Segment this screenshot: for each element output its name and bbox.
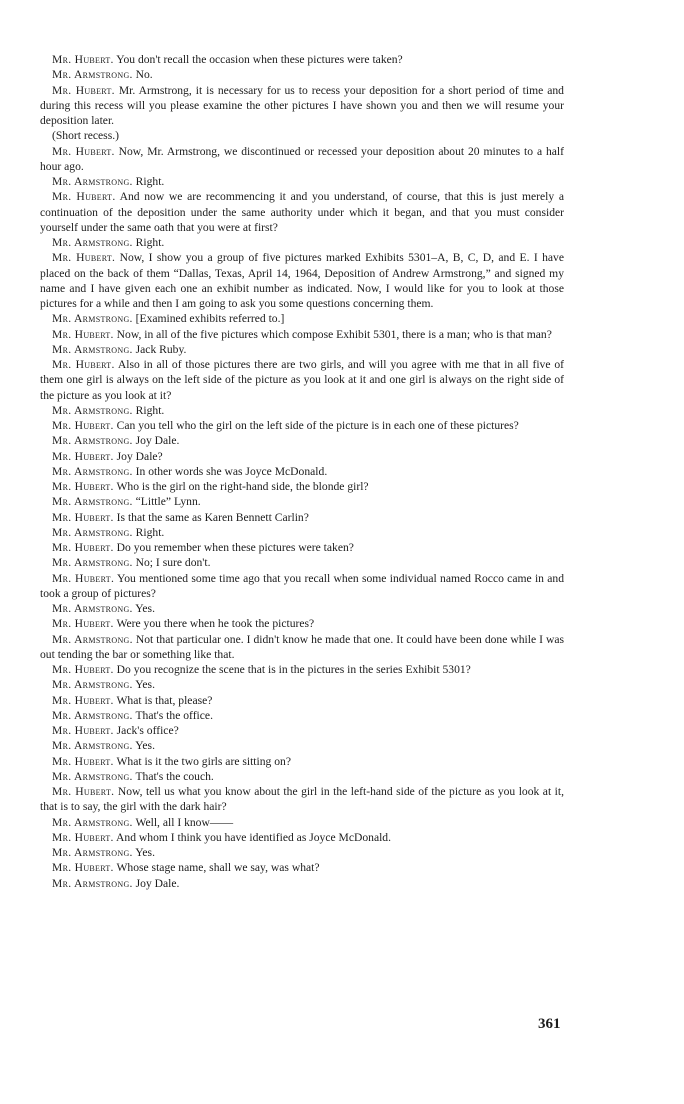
speaker-label: Mr. Hubert.	[52, 541, 114, 554]
speaker-label: Mr. Hubert.	[52, 449, 114, 463]
transcript-paragraph	[40, 327, 564, 342]
speech-text: What is that, please?	[116, 693, 213, 707]
speaker-label: Mr. Hubert.	[52, 663, 114, 676]
speech-text: That's the couch.	[135, 769, 214, 783]
speaker-label: Mr. Hubert.	[52, 144, 115, 158]
speech-text: Yes.	[135, 739, 155, 753]
transcript-body	[40, 52, 564, 891]
speaker-label: Mr. Armstrong.	[52, 464, 133, 478]
transcript-paragraph	[40, 128, 564, 143]
speech-text: Now, tell us what you know about the girl in the left-hand side of the picture as you look at it, that is to say, the girl with the dark hair?	[40, 785, 564, 814]
transcript-paragraph	[40, 677, 564, 692]
speaker-label: Mr. Hubert.	[52, 754, 114, 768]
transcript-paragraph	[40, 876, 564, 891]
transcript-paragraph	[40, 189, 564, 235]
page-number: 361	[538, 1016, 561, 1032]
speaker-label: Mr. Hubert.	[52, 480, 114, 493]
transcript-paragraph	[40, 83, 564, 129]
speaker-label: Mr. Armstrong.	[52, 236, 133, 249]
speaker-label: Mr. Hubert.	[52, 53, 114, 66]
transcript-paragraph	[40, 342, 564, 357]
speech-text: You mentioned some time ago that you recall when some individual named Rocco came in and took a group of pictures?	[40, 571, 565, 600]
speaker-label: Mr. Armstrong.	[52, 434, 133, 448]
speech-text: Who is the girl on the right-hand side, the blonde girl?	[116, 480, 369, 493]
speaker-label: Mr. Armstrong.	[52, 815, 133, 829]
transcript-paragraph	[40, 235, 564, 250]
transcript-paragraph	[40, 433, 564, 448]
speech-text: Yes.	[135, 602, 155, 615]
speaker-label: Mr. Hubert.	[52, 724, 114, 737]
speaker-label: Mr. Hubert.	[52, 83, 115, 97]
speaker-label: Mr. Hubert.	[52, 617, 114, 631]
transcript-paragraph	[40, 662, 564, 677]
transcript-paragraph	[40, 174, 564, 189]
speaker-label: Mr. Armstrong.	[52, 312, 133, 326]
speaker-label: Mr. Armstrong.	[52, 769, 133, 783]
speech-text: “Little” Lynn.	[135, 495, 201, 509]
speaker-label: Mr. Armstrong.	[52, 846, 133, 859]
speaker-label: Mr. Armstrong.	[52, 678, 133, 692]
transcript-paragraph	[40, 311, 564, 326]
speech-text: (Short recess.)	[52, 129, 119, 143]
transcript-paragraph	[40, 616, 564, 631]
transcript-paragraph	[40, 418, 564, 433]
speaker-label: Mr. Hubert.	[52, 861, 114, 875]
transcript-paragraph	[40, 449, 564, 464]
speech-text: No; I sure don't.	[135, 556, 211, 570]
speaker-label: Mr. Hubert.	[52, 358, 115, 371]
speaker-label: Mr. Hubert.	[52, 251, 116, 265]
speech-text: In other words she was Joyce McDonald.	[135, 464, 328, 478]
speaker-label: Mr. Armstrong.	[52, 403, 133, 417]
transcript-paragraph	[40, 601, 564, 616]
transcript-paragraph	[40, 769, 564, 784]
speaker-label: Mr. Hubert.	[52, 693, 114, 707]
speech-text: And now we are recommencing it and you understand, of course, that this is just merely a continuation of the deposition under the same authority under which it began, and that you must consider yourself under the same oath that you were at first?	[40, 190, 565, 234]
speech-text: Well, all I know——	[135, 815, 234, 829]
transcript-paragraph	[40, 784, 564, 815]
speech-text: Yes.	[135, 678, 155, 692]
transcript-paragraph	[40, 464, 564, 479]
transcript-paragraph	[40, 815, 564, 830]
speech-text: Joy Dale.	[135, 434, 180, 448]
transcript-paragraph	[40, 738, 564, 753]
speech-text: Now, in all of the five pictures which compose Exhibit 5301, there is a man; who is that man?	[116, 327, 552, 341]
transcript-paragraph	[40, 845, 564, 860]
speaker-label: Mr. Armstrong.	[52, 876, 133, 890]
speech-text: Do you remember when these pictures were taken?	[116, 541, 354, 554]
speech-text: Is that the same as Karen Bennett Carlin?	[116, 510, 309, 524]
transcript-paragraph	[40, 632, 564, 663]
transcript-paragraph	[40, 357, 564, 403]
speech-text: Joy Dale.	[135, 876, 180, 890]
speaker-label: Mr. Armstrong.	[52, 525, 133, 539]
speaker-label: Mr. Armstrong.	[52, 342, 133, 356]
transcript-paragraph	[40, 708, 564, 723]
speech-text: Right.	[135, 403, 165, 417]
transcript-paragraph	[40, 479, 564, 494]
transcript-paragraph	[40, 510, 564, 525]
speech-text: Were you there when he took the pictures?	[116, 617, 315, 631]
speaker-label: Mr. Armstrong.	[52, 632, 133, 646]
transcript-paragraph	[40, 540, 564, 555]
transcript-paragraph	[40, 693, 564, 708]
speaker-label: Mr. Hubert.	[52, 510, 114, 524]
transcript-paragraph	[40, 723, 564, 738]
speaker-label: Mr. Hubert.	[52, 327, 114, 341]
speaker-label: Mr. Hubert.	[52, 419, 114, 432]
speech-text: Also in all of those pictures there are two girls, and will you agree with me that in all five of them one girl is always on the left side of the picture as you look at it and one girl is always on the right side of the picture as you look at it?	[40, 358, 564, 402]
speaker-label: Mr. Hubert.	[52, 830, 114, 844]
speech-text: No.	[135, 68, 153, 82]
speech-text: That's the office.	[135, 708, 213, 722]
speech-text: Jack Ruby.	[135, 342, 187, 356]
transcript-paragraph	[40, 525, 564, 540]
speech-text: And whom I think you have identified as Joyce McDonald.	[116, 830, 392, 844]
speaker-label: Mr. Hubert.	[52, 571, 115, 585]
transcript-paragraph	[40, 494, 564, 509]
transcript-paragraph	[40, 250, 564, 311]
speech-text: Yes.	[135, 846, 155, 859]
transcript-paragraph	[40, 403, 564, 418]
speech-text: Now, I show you a group of five pictures marked Exhibits 5301–A, B, C, D, and E. I have placed on the back of them “Dallas, Texas, April 14, 1964, Deposition of Andrew Armstrong,” and signed my name and I have given each one an exhibit number as indicated. Now, I would like for you to look at those pictures for a while and then I am going to ask you some questions concerning them.	[40, 251, 564, 310]
speech-text: Do you recognize the scene that is in the pictures in the series Exhibit 5301?	[116, 663, 471, 676]
speech-text: Not that particular one. I didn't know he made that one. It could have been done while I was out tending the bar or something like that.	[40, 632, 564, 661]
speaker-label: Mr. Armstrong.	[52, 602, 133, 615]
speaker-label: Mr. Armstrong.	[52, 68, 133, 82]
transcript-paragraph	[40, 555, 564, 570]
speech-text: Whose stage name, shall we say, was what?	[116, 861, 320, 875]
speech-text: You don't recall the occasion when these pictures were taken?	[116, 53, 403, 66]
transcript-paragraph	[40, 830, 564, 845]
speech-text: Right.	[135, 525, 165, 539]
transcript-paragraph	[40, 754, 564, 769]
speech-text: Right.	[135, 175, 165, 188]
transcript-paragraph	[40, 67, 564, 82]
speaker-label: Mr. Hubert.	[52, 785, 115, 798]
transcript-paragraph	[40, 860, 564, 875]
speech-text: Mr. Armstrong, it is necessary for us to recess your deposition for a short period of time and during this recess will you please examine the other pictures I have shown you and then we will resume your deposition later.	[40, 83, 564, 127]
speech-text: Joy Dale?	[116, 449, 163, 463]
transcript-paragraph	[40, 571, 564, 602]
speaker-label: Mr. Armstrong.	[52, 495, 133, 509]
speaker-label: Mr. Armstrong.	[52, 556, 133, 570]
transcript-paragraph	[40, 144, 564, 175]
transcript-paragraph	[40, 52, 564, 67]
speech-text: What is it the two girls are sitting on?	[116, 754, 291, 768]
speech-text: Jack's office?	[116, 724, 179, 737]
speaker-label: Mr. Armstrong.	[52, 708, 133, 722]
speech-text: Can you tell who the girl on the left side of the picture is in each one of these pictures?	[116, 419, 519, 432]
speaker-label: Mr. Hubert.	[52, 190, 116, 204]
speech-text: [Examined exhibits referred to.]	[135, 312, 285, 326]
speaker-label: Mr. Armstrong.	[52, 175, 133, 188]
speaker-label: Mr. Armstrong.	[52, 739, 133, 753]
speech-text: Now, Mr. Armstrong, we discontinued or recessed your deposition about 20 minutes to a half hour ago.	[40, 144, 564, 173]
speech-text: Right.	[135, 236, 165, 249]
